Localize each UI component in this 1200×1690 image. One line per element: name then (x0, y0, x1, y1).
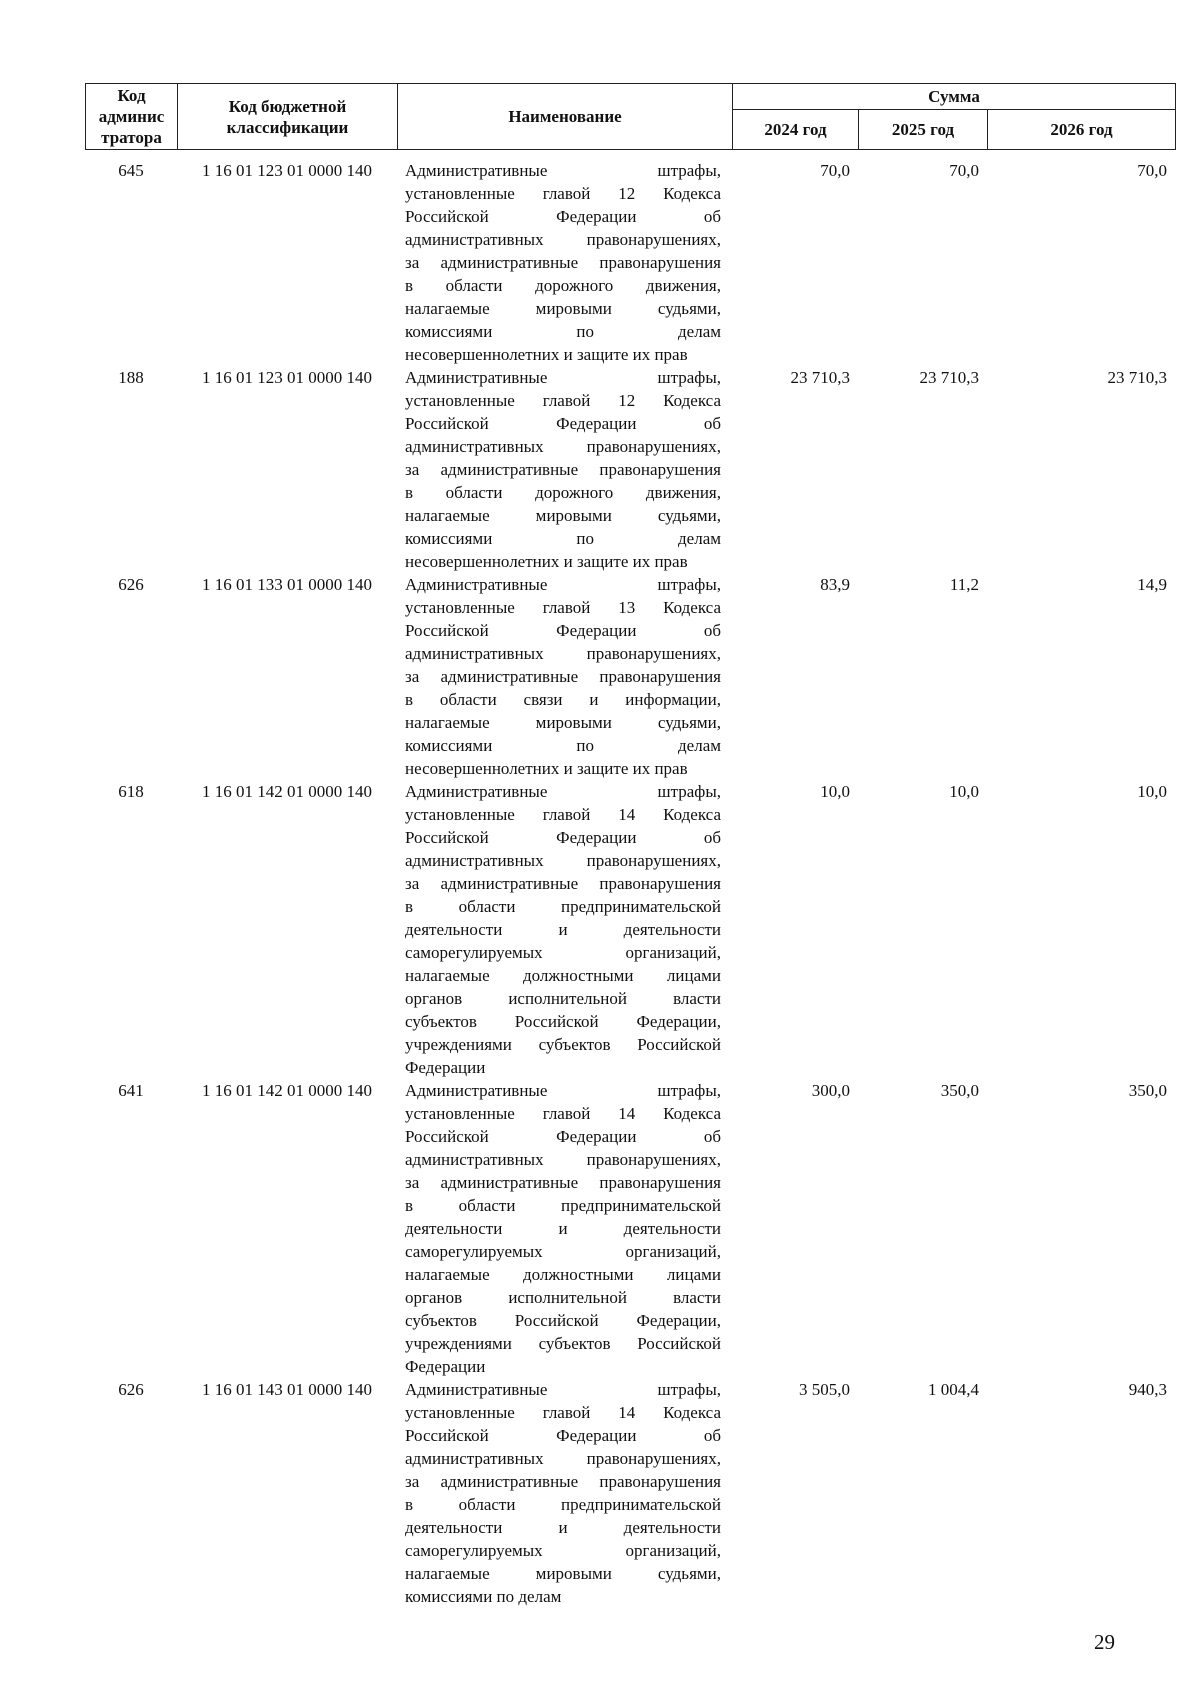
name-line: Административные штрафы, (405, 161, 721, 180)
name-line: установленные главой 12 Кодекса (405, 391, 721, 410)
name-line: несовершеннолетних и защите их прав (405, 759, 688, 778)
table-row (85, 159, 1175, 366)
name-line: несовершеннолетних и защите их прав (405, 552, 688, 571)
header-year-2025: 2025 год (859, 110, 988, 150)
budget-code-cell: 1 16 01 133 01 0000 140 (202, 575, 372, 594)
admin-code-cell: 626 (118, 575, 144, 594)
name-line: Российской Федерации об (405, 207, 721, 226)
name-line: несовершеннолетних и защите их прав (405, 345, 688, 364)
name-line: административных правонарушениях, (405, 1150, 721, 1169)
name-line: Административные штрафы, (405, 575, 721, 594)
name-line: субъектов Российской Федерации, (405, 1012, 721, 1031)
name-line: субъектов Российской Федерации, (405, 1311, 721, 1330)
name-line: за административные правонарушения (405, 460, 721, 479)
name-line: Федерации (405, 1357, 486, 1376)
sum-2024-cell: 10,0 (820, 782, 850, 801)
table-header (85, 83, 1176, 150)
name-cell (397, 1378, 732, 1608)
name-line: Административные штрафы, (405, 368, 721, 387)
admin-code-cell: 188 (118, 368, 144, 387)
table-row (85, 1378, 1175, 1608)
name-line: в области предпринимательской (405, 897, 721, 916)
name-cell (397, 1079, 732, 1378)
name-line: установленные главой 14 Кодекса (405, 1403, 721, 1422)
header-name: Наименование (398, 84, 733, 150)
name-cell (397, 780, 732, 1079)
sum-2025-cell: 1 004,4 (928, 1380, 979, 1399)
sum-2025-cell: 70,0 (949, 161, 979, 180)
budget-code-cell: 1 16 01 123 01 0000 140 (202, 161, 372, 180)
sum-2025-cell: 10,0 (949, 782, 979, 801)
header-sum: Сумма (733, 84, 1176, 110)
name-line: саморегулируемых организаций, (405, 943, 721, 962)
name-line: Административные штрафы, (405, 782, 721, 801)
name-line: налагаемые мировыми судьями, (405, 506, 721, 525)
name-line: Административные штрафы, (405, 1380, 721, 1399)
sum-2026-cell: 350,0 (1128, 1081, 1167, 1100)
name-line: комиссиями по делам (405, 1587, 562, 1606)
table-row (85, 780, 1175, 1079)
name-line: учреждениями субъектов Российской (405, 1334, 721, 1353)
budget-code-cell: 1 16 01 143 01 0000 140 (202, 1380, 372, 1399)
name-line: налагаемые должностными лицами (405, 1265, 721, 1284)
name-line: административных правонарушениях, (405, 851, 721, 870)
admin-code-cell: 626 (118, 1380, 144, 1399)
name-line: налагаемые должностными лицами (405, 966, 721, 985)
name-line: органов исполнительной власти (405, 1288, 721, 1307)
budget-code-cell: 1 16 01 142 01 0000 140 (202, 782, 372, 801)
budget-code-cell: 1 16 01 123 01 0000 140 (202, 368, 372, 387)
sum-2025-cell: 23 710,3 (919, 368, 979, 387)
name-line: саморегулируемых организаций, (405, 1242, 721, 1261)
name-line: административных правонарушениях, (405, 1449, 721, 1468)
table-body (85, 159, 1175, 1608)
header-admin-code: Код админис тратора (86, 84, 178, 150)
name-line: Российской Федерации об (405, 414, 721, 433)
name-line: деятельности и деятельности (405, 920, 721, 939)
name-line: саморегулируемых организаций, (405, 1541, 721, 1560)
header-budget-code: Код бюджетной классификации (178, 84, 398, 150)
table-row (85, 366, 1175, 573)
name-line: налагаемые мировыми судьями, (405, 713, 721, 732)
name-line: налагаемые мировыми судьями, (405, 299, 721, 318)
name-line: административных правонарушениях, (405, 644, 721, 663)
admin-code-cell: 645 (118, 161, 144, 180)
name-line: налагаемые мировыми судьями, (405, 1564, 721, 1583)
sum-2025-cell: 350,0 (940, 1081, 979, 1100)
name-line: учреждениями субъектов Российской (405, 1035, 721, 1054)
header-year-2024: 2024 год (733, 110, 859, 150)
name-line: административных правонарушениях, (405, 230, 721, 249)
name-line: Российской Федерации об (405, 1127, 721, 1146)
admin-code-cell: 618 (118, 782, 144, 801)
name-line: комиссиями по делам (405, 529, 721, 548)
name-cell (397, 159, 732, 366)
name-line: органов исполнительной власти (405, 989, 721, 1008)
name-line: за административные правонарушения (405, 1173, 721, 1192)
name-line: Российской Федерации об (405, 828, 721, 847)
table-row (85, 1079, 1175, 1378)
name-line: комиссиями по делам (405, 322, 721, 341)
name-line: Административные штрафы, (405, 1081, 721, 1100)
sum-2026-cell: 14,9 (1137, 575, 1167, 594)
name-line: в области предпринимательской (405, 1196, 721, 1215)
sum-2025-cell: 11,2 (949, 575, 979, 594)
name-line: установленные главой 14 Кодекса (405, 805, 721, 824)
name-line: деятельности и деятельности (405, 1219, 721, 1238)
name-line: Российской Федерации об (405, 1426, 721, 1445)
name-cell (397, 573, 732, 780)
name-line: в области связи и информации, (405, 690, 721, 709)
page-number: 29 (1094, 1630, 1115, 1654)
sum-2024-cell: 23 710,3 (790, 368, 850, 387)
name-line: Федерации (405, 1058, 486, 1077)
table-row (85, 573, 1175, 780)
sum-2026-cell: 940,3 (1128, 1380, 1167, 1399)
sum-2024-cell: 70,0 (820, 161, 850, 180)
name-line: за административные правонарушения (405, 667, 721, 686)
name-line: за административные правонарушения (405, 1472, 721, 1491)
header-year-2026: 2026 год (988, 110, 1176, 150)
name-line: за административные правонарушения (405, 253, 721, 272)
name-line: установленные главой 12 Кодекса (405, 184, 721, 203)
name-line: установленные главой 14 Кодекса (405, 1104, 721, 1123)
sum-2026-cell: 10,0 (1137, 782, 1167, 801)
name-line: деятельности и деятельности (405, 1518, 721, 1537)
name-line: за административные правонарушения (405, 874, 721, 893)
sum-2024-cell: 3 505,0 (799, 1380, 850, 1399)
name-line: в области дорожного движения, (405, 276, 721, 295)
name-cell (397, 366, 732, 573)
name-line: в области дорожного движения, (405, 483, 721, 502)
budget-code-cell: 1 16 01 142 01 0000 140 (202, 1081, 372, 1100)
sum-2024-cell: 300,0 (811, 1081, 850, 1100)
name-line: комиссиями по делам (405, 736, 721, 755)
name-line: Российской Федерации об (405, 621, 721, 640)
sum-2026-cell: 70,0 (1137, 161, 1167, 180)
name-line: административных правонарушениях, (405, 437, 721, 456)
sum-2024-cell: 83,9 (820, 575, 850, 594)
sum-2026-cell: 23 710,3 (1107, 368, 1167, 387)
name-line: установленные главой 13 Кодекса (405, 598, 721, 617)
admin-code-cell: 641 (118, 1081, 144, 1100)
name-line: в области предпринимательской (405, 1495, 721, 1514)
